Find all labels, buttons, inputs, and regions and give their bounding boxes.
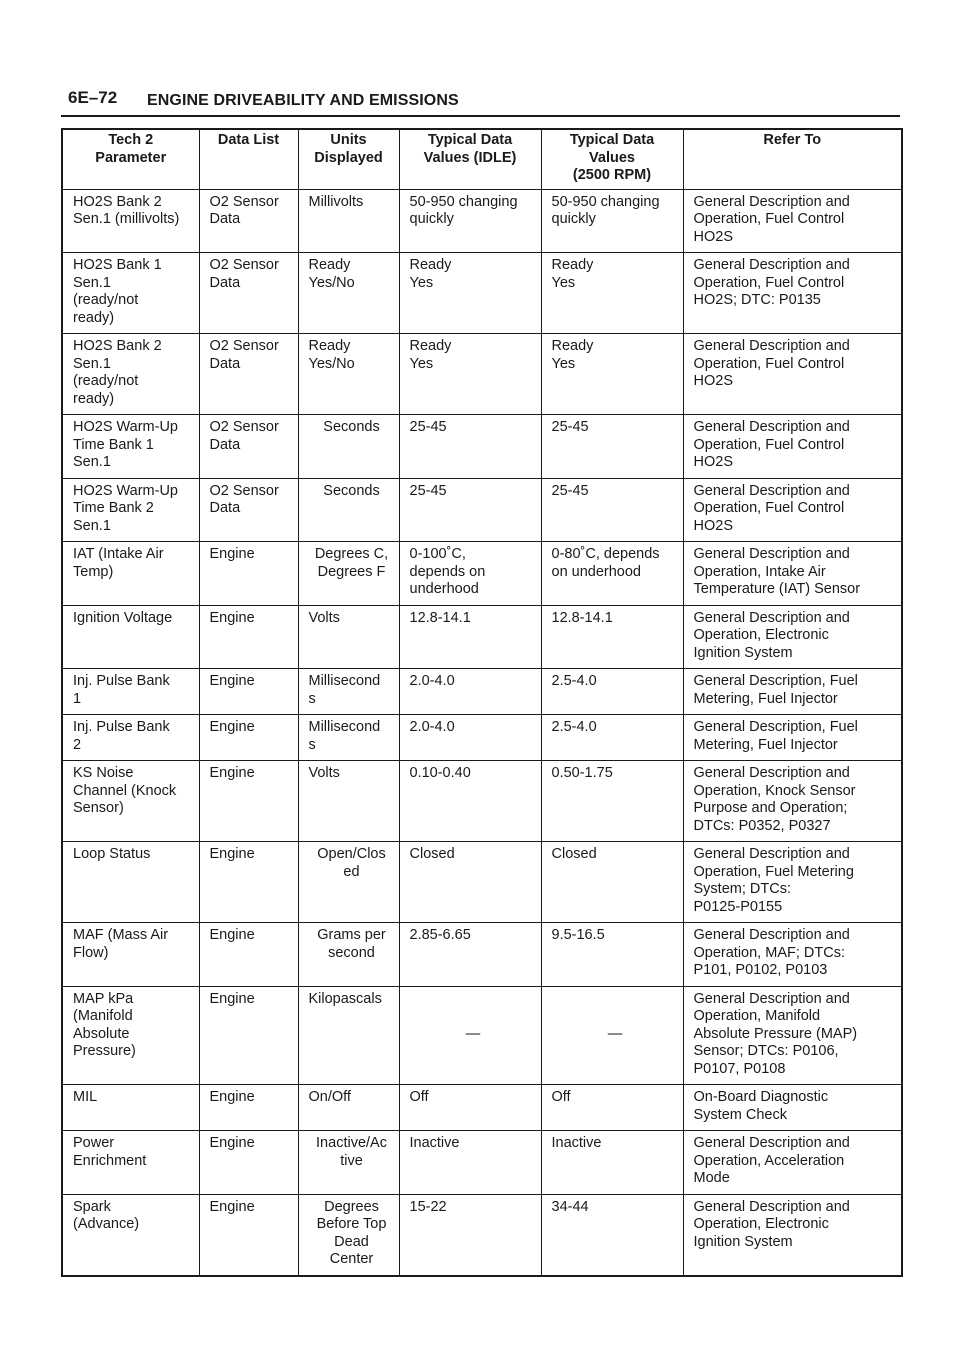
cell-refer-to: General Description, Fuel Metering, Fuel Injector: [683, 715, 902, 761]
cell-idle-value: 50-950 changing quickly: [399, 189, 541, 253]
cell-idle-value: Off: [399, 1085, 541, 1131]
cell-idle-value: 0-100˚C, depends on underhood: [399, 542, 541, 606]
cell-data-list: O2 Sensor Data: [199, 478, 298, 542]
cell-refer-to: General Description and Operation, Fuel Control HO2S: [683, 334, 902, 415]
cell-refer-to: General Description and Operation, Fuel Control HO2S: [683, 189, 902, 253]
cell-parameter: IAT (Intake Air Temp): [62, 542, 199, 606]
table-row: [62, 986, 902, 1085]
col-header-typical-2500rpm: Typical Data Values (2500 RPM): [541, 129, 683, 189]
cell-parameter: KS Noise Channel (Knock Sensor): [62, 761, 199, 842]
cell-parameter: Loop Status: [62, 842, 199, 923]
cell-parameter: Inj. Pulse Bank 1: [62, 669, 199, 715]
table-row: [62, 1131, 902, 1195]
cell-data-list: O2 Sensor Data: [199, 189, 298, 253]
cell-refer-to: General Description and Operation, MAF; DTCs: P101, P0102, P0103: [683, 923, 902, 987]
cell-units: Millisecond s: [298, 669, 399, 715]
cell-idle-value: 25-45: [399, 415, 541, 479]
cell-2500rpm-value: 0-80˚C, depends on underhood: [541, 542, 683, 606]
page-title: ENGINE DRIVEABILITY AND EMISSIONS: [147, 92, 459, 109]
cell-data-list: Engine: [199, 1194, 298, 1276]
cell-parameter: MAF (Mass Air Flow): [62, 923, 199, 987]
cell-idle-value: 2.85-6.65: [399, 923, 541, 987]
cell-2500rpm-value: Off: [541, 1085, 683, 1131]
cell-idle-value: 25-45: [399, 478, 541, 542]
cell-2500rpm-value: Inactive: [541, 1131, 683, 1195]
cell-units: Degrees Before Top Dead Center: [298, 1194, 399, 1276]
cell-data-list: Engine: [199, 842, 298, 923]
cell-units: Open/Clos ed: [298, 842, 399, 923]
cell-data-list: Engine: [199, 715, 298, 761]
cell-data-list: O2 Sensor Data: [199, 253, 298, 334]
cell-idle-value: Ready Yes: [399, 253, 541, 334]
cell-parameter: Inj. Pulse Bank 2: [62, 715, 199, 761]
cell-2500rpm-value: 50-950 changing quickly: [541, 189, 683, 253]
table-row: [62, 189, 902, 253]
cell-units: Ready Yes/No: [298, 253, 399, 334]
cell-idle-value: 2.0-4.0: [399, 669, 541, 715]
tech2-parameter-table: [61, 128, 903, 1277]
cell-2500rpm-value: 25-45: [541, 478, 683, 542]
table-row: [62, 842, 902, 923]
cell-refer-to: General Description, Fuel Metering, Fuel Injector: [683, 669, 902, 715]
cell-2500rpm-value: 2.5-4.0: [541, 669, 683, 715]
cell-refer-to: General Description and Operation, Knock Sensor Purpose and Operation; DTCs: P0352, P0327: [683, 761, 902, 842]
cell-2500rpm-value: 9.5-16.5: [541, 923, 683, 987]
cell-idle-value: Ready Yes: [399, 334, 541, 415]
cell-data-list: Engine: [199, 761, 298, 842]
cell-units: Volts: [298, 761, 399, 842]
cell-parameter: MIL: [62, 1085, 199, 1131]
cell-2500rpm-value: 34-44: [541, 1194, 683, 1276]
cell-data-list: Engine: [199, 1131, 298, 1195]
cell-refer-to: General Description and Operation, Electronic Ignition System: [683, 1194, 902, 1276]
cell-idle-value: 15-22: [399, 1194, 541, 1276]
cell-parameter: HO2S Bank 2 Sen.1 (ready/not ready): [62, 334, 199, 415]
cell-parameter: HO2S Warm-Up Time Bank 2 Sen.1: [62, 478, 199, 542]
cell-refer-to: General Description and Operation, Acceleration Mode: [683, 1131, 902, 1195]
table-row: [62, 715, 902, 761]
cell-units: Millisecond s: [298, 715, 399, 761]
cell-refer-to: General Description and Operation, Fuel Metering System; DTCs: P0125-P0155: [683, 842, 902, 923]
col-header-data-list: Data List: [199, 129, 298, 189]
col-header-units-displayed: Units Displayed: [298, 129, 399, 189]
cell-refer-to: General Description and Operation, Fuel Control HO2S: [683, 478, 902, 542]
cell-refer-to: General Description and Operation, Electronic Ignition System: [683, 605, 902, 669]
cell-refer-to: General Description and Operation, Intake Air Temperature (IAT) Sensor: [683, 542, 902, 606]
cell-idle-value: 12.8-14.1: [399, 605, 541, 669]
cell-2500rpm-value: 2.5-4.0: [541, 715, 683, 761]
table-row: [62, 923, 902, 987]
cell-2500rpm-value: —: [541, 986, 683, 1085]
cell-data-list: Engine: [199, 923, 298, 987]
cell-idle-value: Inactive: [399, 1131, 541, 1195]
cell-refer-to: General Description and Operation, Fuel Control HO2S: [683, 415, 902, 479]
table-body: [62, 189, 902, 1276]
cell-data-list: Engine: [199, 542, 298, 606]
page-number: 6E–72: [68, 88, 118, 107]
cell-2500rpm-value: 25-45: [541, 415, 683, 479]
cell-idle-value: 0.10-0.40: [399, 761, 541, 842]
cell-parameter: HO2S Warm-Up Time Bank 1 Sen.1: [62, 415, 199, 479]
col-header-typical-idle: Typical Data Values (IDLE): [399, 129, 541, 189]
table-row: [62, 605, 902, 669]
cell-units: Volts: [298, 605, 399, 669]
col-header-tech2-parameter: Tech 2 Parameter: [62, 129, 199, 189]
cell-parameter: Power Enrichment: [62, 1131, 199, 1195]
title-rule: [61, 115, 900, 117]
table-row: [62, 334, 902, 415]
cell-units: Grams per second: [298, 923, 399, 987]
cell-units: Ready Yes/No: [298, 334, 399, 415]
cell-idle-value: 2.0-4.0: [399, 715, 541, 761]
cell-data-list: Engine: [199, 669, 298, 715]
cell-units: Inactive/Ac tive: [298, 1131, 399, 1195]
cell-units: Seconds: [298, 478, 399, 542]
table-row: [62, 669, 902, 715]
cell-parameter: Spark (Advance): [62, 1194, 199, 1276]
cell-idle-value: —: [399, 986, 541, 1085]
cell-refer-to: General Description and Operation, Manifold Absolute Pressure (MAP) Sensor; DTCs: P0106, P0107, P0108: [683, 986, 902, 1085]
cell-2500rpm-value: 0.50-1.75: [541, 761, 683, 842]
table-row: [62, 253, 902, 334]
cell-2500rpm-value: Ready Yes: [541, 253, 683, 334]
cell-2500rpm-value: 12.8-14.1: [541, 605, 683, 669]
cell-refer-to: On-Board Diagnostic System Check: [683, 1085, 902, 1131]
cell-parameter: MAP kPa (Manifold Absolute Pressure): [62, 986, 199, 1085]
table-row: [62, 415, 902, 479]
table-row: [62, 542, 902, 606]
cell-parameter: Ignition Voltage: [62, 605, 199, 669]
cell-data-list: O2 Sensor Data: [199, 334, 298, 415]
col-header-refer-to: Refer To: [683, 129, 902, 189]
cell-units: Millivolts: [298, 189, 399, 253]
cell-data-list: Engine: [199, 986, 298, 1085]
cell-units: Seconds: [298, 415, 399, 479]
cell-data-list: O2 Sensor Data: [199, 415, 298, 479]
cell-2500rpm-value: Closed: [541, 842, 683, 923]
table-row: [62, 478, 902, 542]
cell-parameter: HO2S Bank 1 Sen.1 (ready/not ready): [62, 253, 199, 334]
table-row: [62, 1085, 902, 1131]
cell-idle-value: Closed: [399, 842, 541, 923]
cell-data-list: Engine: [199, 605, 298, 669]
cell-data-list: Engine: [199, 1085, 298, 1131]
table-row: [62, 761, 902, 842]
cell-units: On/Off: [298, 1085, 399, 1131]
table-row: [62, 1194, 902, 1276]
cell-units: Degrees C, Degrees F: [298, 542, 399, 606]
cell-2500rpm-value: Ready Yes: [541, 334, 683, 415]
table-header: [62, 129, 902, 189]
cell-parameter: HO2S Bank 2 Sen.1 (millivolts): [62, 189, 199, 253]
cell-units: Kilopascals: [298, 986, 399, 1085]
cell-refer-to: General Description and Operation, Fuel Control HO2S; DTC: P0135: [683, 253, 902, 334]
